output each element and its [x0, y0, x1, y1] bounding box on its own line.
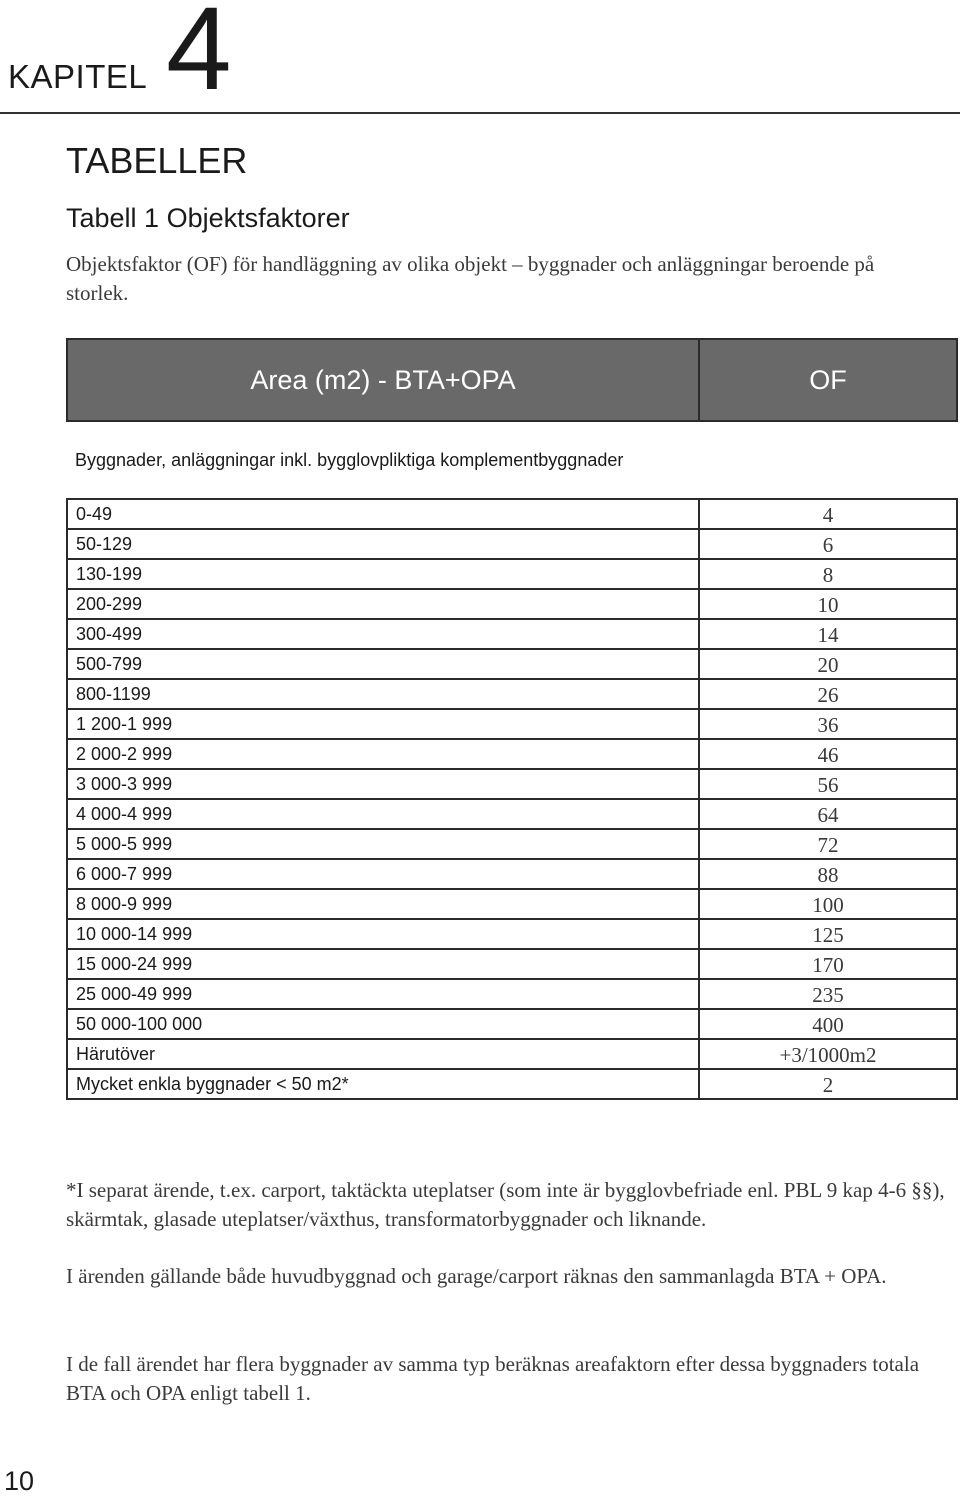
- area-range-cell: 15 000-24 999: [67, 949, 699, 979]
- intro-paragraph: Objektsfaktor (OF) för handläggning av olika objekt – byggnader och anläggningar beroende på storlek.: [66, 252, 875, 305]
- area-range-cell: 2 000-2 999: [67, 739, 699, 769]
- object-factor-cell: 88: [699, 859, 957, 889]
- area-range-cell: 0-49: [67, 499, 699, 529]
- object-factor-cell: +3/1000m2: [699, 1039, 957, 1069]
- object-factor-cell: 170: [699, 949, 957, 979]
- table-row: [67, 829, 957, 859]
- area-range-cell: 200-299: [67, 589, 699, 619]
- area-range-cell: 8 000-9 999: [67, 889, 699, 919]
- table-row: [67, 1069, 957, 1099]
- object-factor-cell: 400: [699, 1009, 957, 1039]
- table-body: [67, 421, 957, 1099]
- table-row: [67, 859, 957, 889]
- chapter-divider: [0, 112, 960, 114]
- area-range-cell: 500-799: [67, 649, 699, 679]
- object-factor-table: [66, 338, 958, 1100]
- area-range-cell: 800-1199: [67, 679, 699, 709]
- object-factor-cell: 235: [699, 979, 957, 1009]
- object-factor-cell: 20: [699, 649, 957, 679]
- area-range-cell: 300-499: [67, 619, 699, 649]
- object-factor-cell: 14: [699, 619, 957, 649]
- area-range-cell: 10 000-14 999: [67, 919, 699, 949]
- object-factor-cell: 56: [699, 769, 957, 799]
- area-range-cell: 130-199: [67, 559, 699, 589]
- area-range-cell: Härutöver: [67, 1039, 699, 1069]
- table-row: [67, 619, 957, 649]
- object-factor-cell: 6: [699, 529, 957, 559]
- table-row: [67, 949, 957, 979]
- page-number: 10: [4, 1466, 35, 1496]
- table-row: [67, 589, 957, 619]
- area-range-cell: 1 200-1 999: [67, 709, 699, 739]
- area-range-cell: 50 000-100 000: [67, 1009, 699, 1039]
- object-factor-cell: 125: [699, 919, 957, 949]
- table-header-row: [67, 339, 957, 421]
- table-row: [67, 679, 957, 709]
- table-row: [67, 529, 957, 559]
- table-row: [67, 769, 957, 799]
- object-factor-cell: 8: [699, 559, 957, 589]
- table-row: [67, 919, 957, 949]
- object-factor-cell: 46: [699, 739, 957, 769]
- group-label: Byggnader, anläggningar inkl. bygglovpliktiga komplementbyggnader: [67, 421, 957, 499]
- area-range-cell: 25 000-49 999: [67, 979, 699, 1009]
- section-title: TABELLER: [66, 140, 248, 181]
- chapter-label: KAPITEL: [8, 58, 148, 95]
- object-factor-cell: 2: [699, 1069, 957, 1099]
- table-row: [67, 499, 957, 529]
- table-row: [67, 979, 957, 1009]
- paragraph-garage: I ärenden gällande både huvudbyggnad och garage/carport räknas den sammanlagda BTA + OPA.: [66, 1264, 887, 1288]
- object-factor-cell: 100: [699, 889, 957, 919]
- area-range-cell: 5 000-5 999: [67, 829, 699, 859]
- object-factor-cell: 64: [699, 799, 957, 829]
- table-row: [67, 889, 957, 919]
- table-row: [67, 1009, 957, 1039]
- paragraph-multiple-buildings: I de fall ärendet har flera byggnader av samma typ beräknas areafaktorn efter dessa byggnaders totala BTA och OPA enligt tabell 1.: [66, 1352, 920, 1405]
- area-range-cell: 3 000-3 999: [67, 769, 699, 799]
- area-range-cell: 4 000-4 999: [67, 799, 699, 829]
- column-header-area: Area (m2) - BTA+OPA: [67, 339, 699, 421]
- area-range-cell: Mycket enkla byggnader < 50 m2*: [67, 1069, 699, 1099]
- area-range-cell: 50-129: [67, 529, 699, 559]
- object-factor-cell: 4: [699, 499, 957, 529]
- object-factor-cell: 72: [699, 829, 957, 859]
- column-header-of: OF: [699, 339, 957, 421]
- chapter-number: 4: [166, 0, 232, 115]
- table-row: [67, 559, 957, 589]
- footnote: *I separat ärende, t.ex. carport, taktäckta uteplatser (som inte är bygglovbefriade enl. PBL 9 kap 4-6 §§), skärmtak, glasade uteplatser/växthus, transformatorbyggnader och liknande.: [66, 1178, 945, 1231]
- area-range-cell: 6 000-7 999: [67, 859, 699, 889]
- table-row: [67, 1039, 957, 1069]
- object-factor-cell: 10: [699, 589, 957, 619]
- table-group-row: [67, 421, 957, 499]
- table-row: [67, 739, 957, 769]
- table-title: Tabell 1 Objektsfaktorer: [66, 203, 350, 233]
- table-row: [67, 649, 957, 679]
- object-factor-cell: 36: [699, 709, 957, 739]
- table-row: [67, 799, 957, 829]
- object-factor-cell: 26: [699, 679, 957, 709]
- table-row: [67, 709, 957, 739]
